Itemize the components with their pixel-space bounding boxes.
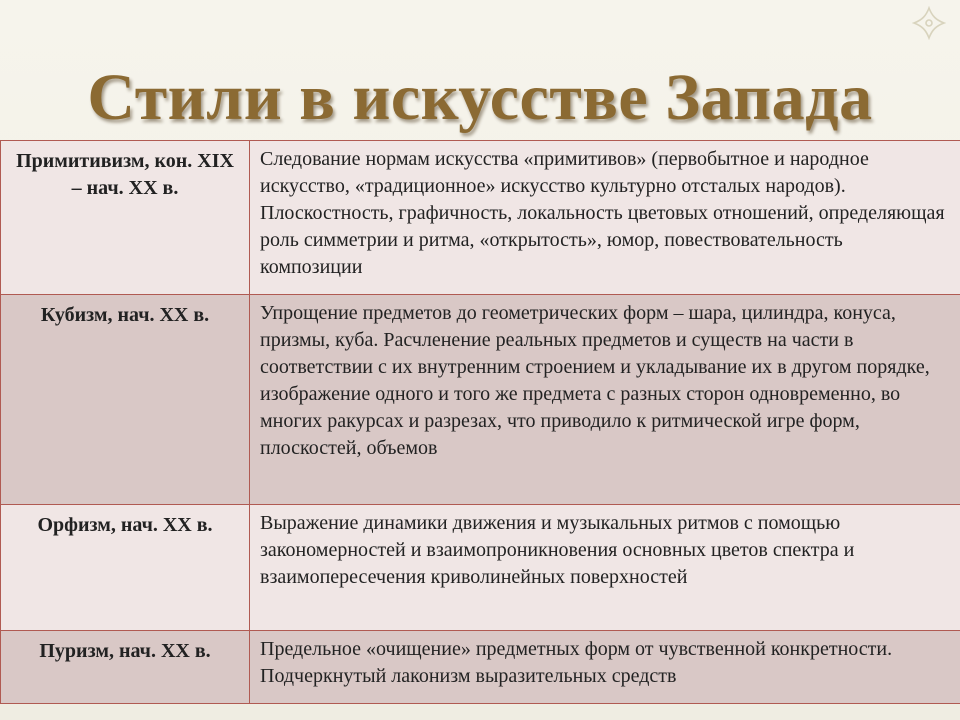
table-row bbox=[1, 141, 960, 295]
table-row bbox=[1, 505, 960, 631]
style-name-cell: Кубизм, нач. XX в. bbox=[1, 295, 250, 505]
style-description-cell: Предельное «очищение» предметных форм от чувственной конкретности. Подчеркнутый лаконизм выразительных средств bbox=[250, 631, 960, 704]
decorative-flourish-icon bbox=[912, 6, 946, 40]
page-title: Стили в искусстве Запада bbox=[87, 61, 873, 134]
style-name-cell: Примитивизм, кон. XIX – нач. XX в. bbox=[1, 141, 250, 295]
table-row bbox=[1, 295, 960, 505]
style-name-cell: Орфизм, нач. XX в. bbox=[1, 505, 250, 631]
style-description-cell: Следование нормам искусства «примитивов» (первобытное и народное искусство, «традиционное» искусство культурно отсталых народов). Плоскостность, графичность, локальность цветовых отношений, определяющая роль симметрии и ритма, «открытость», юмор, повествовательность композиции bbox=[250, 141, 960, 295]
style-description-cell: Упрощение предметов до геометрических форм – шара, цилиндра, конуса, призмы, куба. Расчленение реальных предметов и существ на части в соответствии с их внутренним строением и укладывание их в другом порядке, изображение одного и того же предмета с разных сторон одновременно, во многих ракурсах и разрезах, что приводило к ритмической игре форм, плоскостей, объемов bbox=[250, 295, 960, 505]
style-description-cell: Выражение динамики движения и музыкальных ритмов с помощью закономерностей и взаимопроникновения основных цветов спектра и взаимопересечения криволинейных поверхностей bbox=[250, 505, 960, 631]
art-styles-table bbox=[0, 140, 960, 704]
style-name-cell: Пуризм, нач. XX в. bbox=[1, 631, 250, 704]
table-row bbox=[1, 631, 960, 704]
